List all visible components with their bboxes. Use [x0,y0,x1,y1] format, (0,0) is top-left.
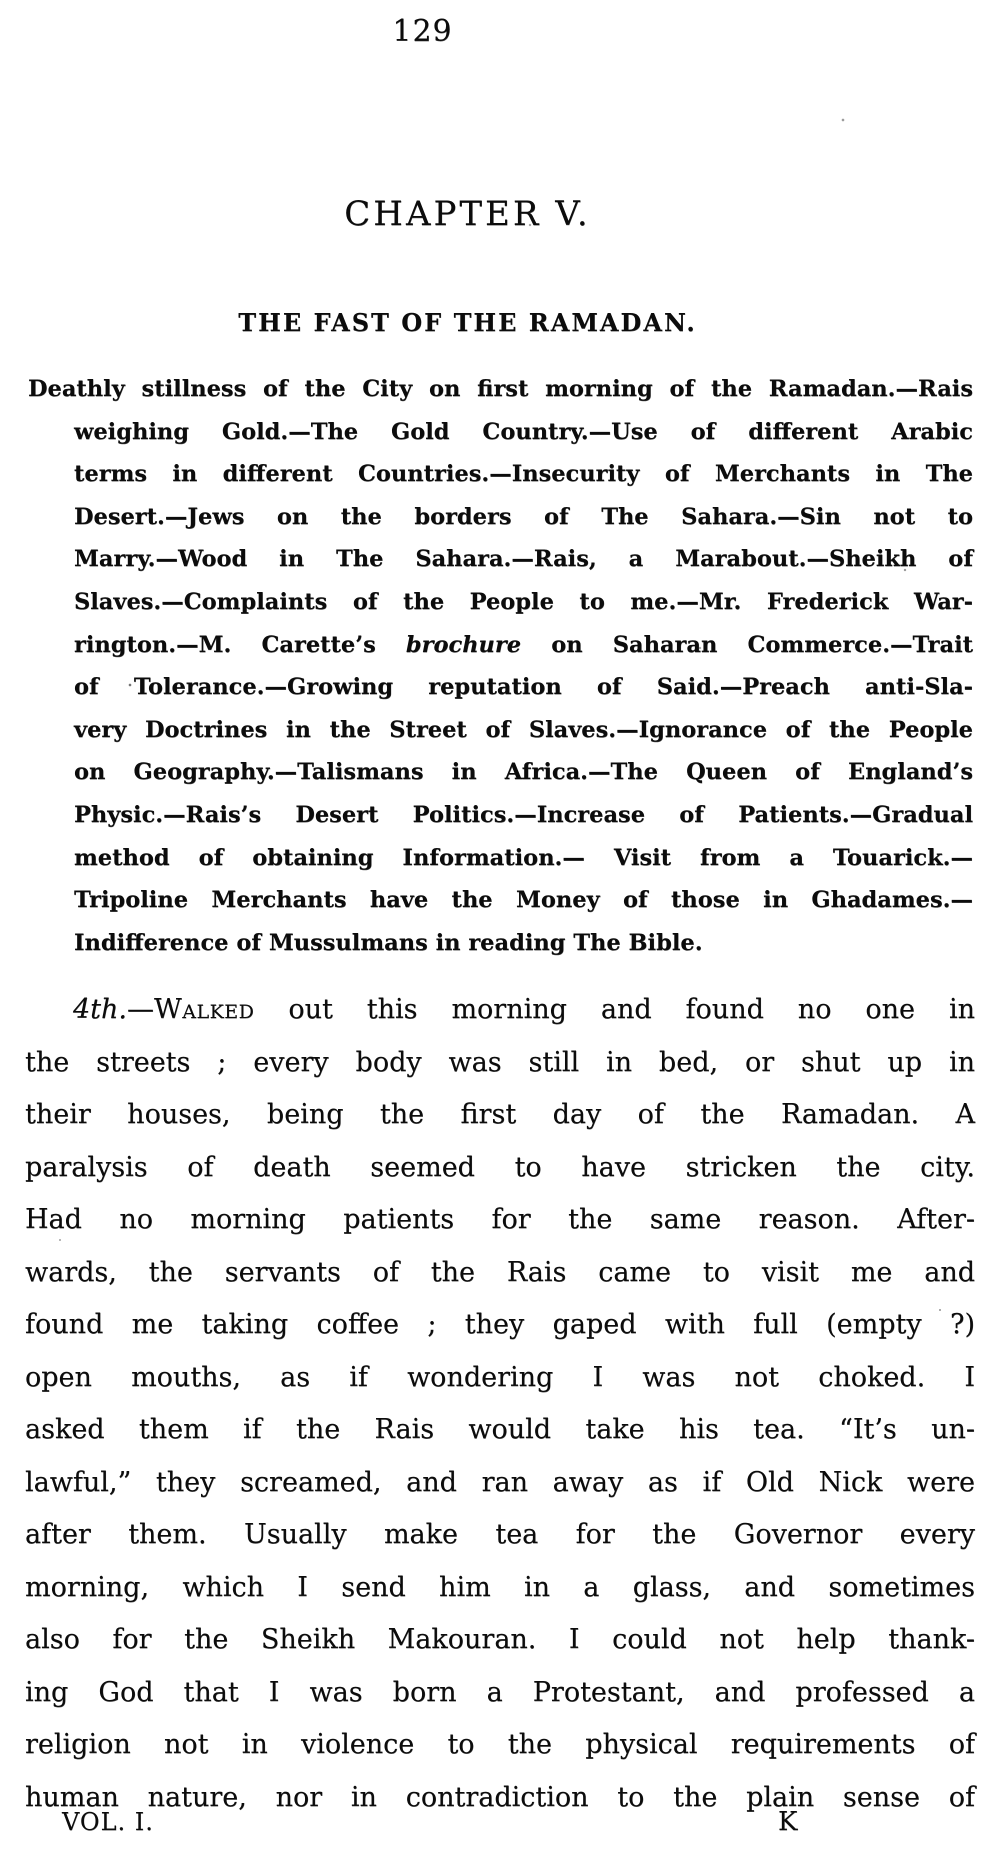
summary-line: Marry.—Wood in The Sahara.—Rais, a Marabout.—Sheikh of [74,546,973,573]
footer-signature-mark: K [778,1807,798,1837]
entry-first-word: Walked [154,994,255,1025]
summary-text: on Saharan Commerce.—Trait [521,631,974,658]
summary-line: of Tolerance.—Growing reputation of Said.—Preach anti-Sla- [74,674,973,701]
body-line: lawful,” they screamed, and ran away as if Old Nick were [25,1466,975,1498]
body-line-opening [25,984,975,1037]
summary-line: very Doctrines in the Street of Slaves.—Ignorance of the People [74,716,973,743]
body-line: wards, the servants of the Rais came to visit me and [25,1256,975,1288]
page-number: 129 [392,14,453,49]
chapter-summary [28,368,973,964]
entry-text: out this morning and found no one in [254,994,975,1025]
body-line: after them. Usually make tea for the Governor every [25,1519,975,1550]
chapter-heading: CHAPTER V. [344,194,591,234]
summary-line: Indifference of Mussulmans in reading The Bible. [74,929,703,956]
summary-line: Slaves.—Complaints of the People to me.—Mr. Frederick War- [74,588,973,615]
body-line: asked them if the Rais would take his tea. “It’s un- [25,1414,975,1445]
body-line: their houses, being the first day of the Ramadan. A [25,1099,975,1130]
summary-line: Physic.—Rais’s Desert Politics.—Increase of Patients.—Gradual [74,801,973,828]
summary-line: on Geography.—Talismans in Africa.—The Queen of England’s [74,759,973,786]
footer-volume-label: VOL. I. [62,1808,154,1836]
summary-line: weighing Gold.—The Gold Country.—Use of different Arabic [74,418,973,445]
entry-dash: — [127,994,154,1025]
body-line: open mouths, as if wondering I was not choked. I [25,1361,975,1393]
summary-line: terms in different Countries.—Insecurity of Merchants in The [74,461,973,488]
summary-text: rington.—M. Carette’s [74,631,406,658]
summary-line: Desert.—Jews on the borders of The Sahara.—Sin not to [74,503,973,530]
body-line: morning, which I send him in a glass, and sometimes [25,1571,975,1603]
summary-line: method of obtaining Information.— Visit from a Touarick.— [74,844,973,871]
body-line: paralysis of death seemed to have stricken the city. [25,1151,975,1183]
body-line: Had no morning patients for the same reason. After- [25,1204,975,1235]
summary-line: Deathly stillness of the City on first morning of the Ramadan.—Rais [28,376,973,402]
journal-entry-paragraph [25,984,975,1824]
summary-line: Tripoline Merchants have the Money of those in Ghadames.— [74,887,973,914]
body-line: found me taking coffee ; they gaped with full (empty ?) [25,1309,975,1340]
body-line: also for the Sheikh Makouran. I could not help thank- [25,1624,975,1655]
chapter-subheading: THE FAST OF THE RAMADAN. [238,308,697,337]
body-line: human nature, nor in contradiction to the plain sense of [25,1781,975,1813]
entry-date: 4th. [73,994,127,1025]
summary-line-with-italic [28,624,973,667]
body-line: ing God that I was born a Protestant, and professed a [25,1676,975,1708]
body-line: the streets ; every body was still in bed, or shut up in [25,1046,975,1078]
body-line: religion not in violence to the physical requirements of [25,1729,975,1760]
summary-italic-word: brochure [405,631,522,658]
